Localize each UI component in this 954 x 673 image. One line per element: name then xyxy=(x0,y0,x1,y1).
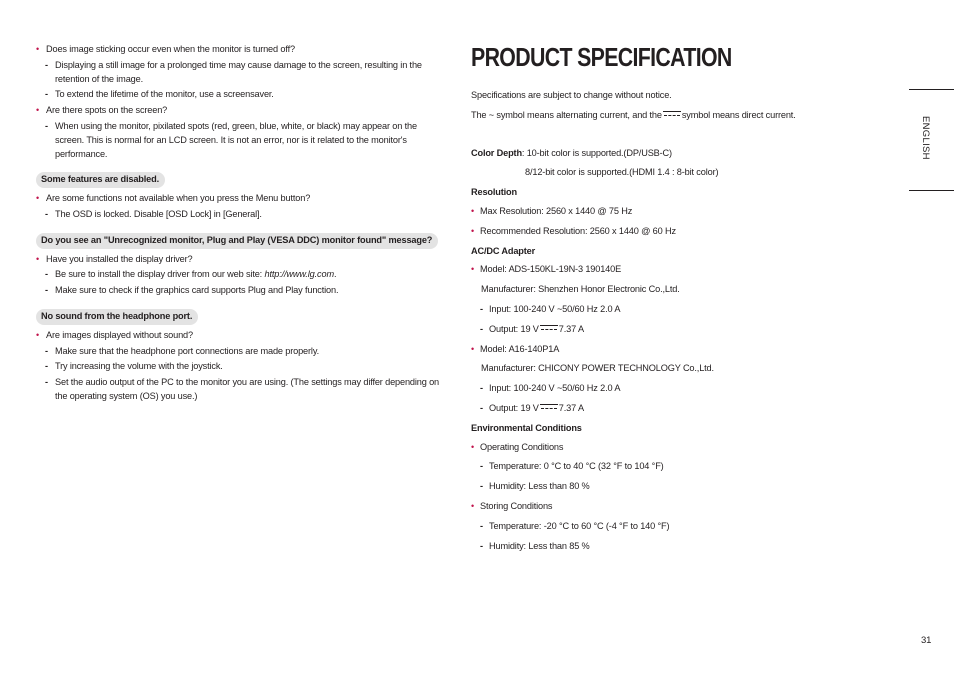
section-title-no-sound: No sound from the headphone port. xyxy=(36,309,198,325)
spec-subitem: - Input: 100-240 V ~50/60 Hz 2.0 A xyxy=(471,382,891,396)
spec-item: • Max Resolution: 2560 x 1440 @ 75 Hz xyxy=(471,205,891,219)
spec-subitem: - Temperature: 0 °C to 40 °C (32 °F to 104 °F) xyxy=(471,460,891,474)
spec-subitem xyxy=(471,402,891,416)
answer-item: - To extend the lifetime of the monitor, use a screensaver. xyxy=(36,88,448,102)
resolution-heading: Resolution xyxy=(471,187,517,198)
question-spots: • Are there spots on the screen? xyxy=(36,104,448,118)
answer-item: - When using the monitor, pixilated spots (red, green, blue, white, or black) may appear on the screen. This is normal for an LCD screen. It is not an error, nor is it related to the monitor's performance. xyxy=(36,120,448,161)
color-depth xyxy=(471,147,891,161)
question-display-driver: • Have you installed the display driver? xyxy=(36,253,448,267)
answer-item: - The OSD is locked. Disable [OSD Lock] in [General]. xyxy=(36,208,448,222)
answer-item: - Try increasing the volume with the joystick. xyxy=(36,360,448,374)
intro-text xyxy=(471,109,891,123)
page-title: PRODUCT SPECIFICATION xyxy=(471,42,732,72)
output-post: 7.37 A xyxy=(558,402,584,413)
spec-subitem: - Input: 100-240 V ~50/60 Hz 2.0 A xyxy=(471,303,891,317)
language-label: ENGLISH xyxy=(920,116,931,160)
lg-website-link[interactable]: http://www.lg.com xyxy=(264,269,334,280)
answer-text: . xyxy=(333,269,337,280)
dc-symbol-icon xyxy=(663,111,681,118)
spec-subitem: - Humidity: Less than 85 % xyxy=(471,540,891,554)
output-pre: Output: 19 V xyxy=(489,402,539,413)
answer-item: - Make sure that the headphone port connections are made properly. xyxy=(36,345,448,359)
question-image-sticking: • Does image sticking occur even when the monitor is turned off? xyxy=(36,43,448,57)
page-number: 31 xyxy=(921,635,932,646)
section-title-unrecognized-monitor: Do you see an "Unrecognized monitor, Plug and Play (VESA DDC) monitor found" message? xyxy=(36,233,438,249)
troubleshooting-column xyxy=(36,43,448,406)
answer-text: Be sure to install the display driver from our web site: xyxy=(55,269,265,280)
question-no-sound: • Are images displayed without sound? xyxy=(36,329,448,343)
spec-subtext: Manufacturer: Shenzhen Honor Electronic Co.,Ltd. xyxy=(481,284,680,295)
color-depth-value-2: 8/12-bit color is supported.(HDMI 1.4 : 8-bit color) xyxy=(525,167,719,178)
color-depth-value: : 10-bit color is supported.(DP/USB-C) xyxy=(521,147,672,158)
output-post: 7.37 A xyxy=(558,323,584,334)
question-menu: • Are some functions not available when you press the Menu button? xyxy=(36,192,448,206)
language-tab[interactable] xyxy=(909,89,954,191)
adapter-heading: AC/DC Adapter xyxy=(471,245,536,256)
environmental-heading: Environmental Conditions xyxy=(471,422,582,433)
spec-subitem: - Humidity: Less than 80 % xyxy=(471,480,891,494)
spec-item: • Recommended Resolution: 2560 x 1440 @ 60 Hz xyxy=(471,225,891,239)
answer-item: - Displaying a still image for a prolonged time may cause damage to the screen, resulting in the retention of the image. xyxy=(36,59,448,87)
answer-item xyxy=(36,268,448,282)
section-title-features-disabled: Some features are disabled. xyxy=(36,172,165,188)
dc-symbol-icon xyxy=(540,404,558,411)
intro-text-part: symbol means direct current. xyxy=(681,109,796,120)
color-depth-label: Color Depth xyxy=(471,147,522,158)
specification-column xyxy=(471,40,891,559)
answer-item: - Set the audio output of the PC to the monitor you are using. (The settings may differ depending on the operating system (OS) you use.) xyxy=(36,376,448,404)
output-pre: Output: 19 V xyxy=(489,323,539,334)
spec-subitem: - Temperature: -20 °C to 60 °C (-4 °F to 140 °F) xyxy=(471,520,891,534)
spec-item: • Operating Conditions xyxy=(471,441,891,455)
answer-item: - Make sure to check if the graphics card supports Plug and Play function. xyxy=(36,284,448,298)
dc-symbol-icon xyxy=(540,325,558,332)
intro-text-part: The ~ symbol means alternating current, and the xyxy=(471,109,662,120)
spec-subitem xyxy=(471,323,891,337)
spec-item: • Storing Conditions xyxy=(471,500,891,514)
spec-subtext: Manufacturer: CHICONY POWER TECHNOLOGY Co.,Ltd. xyxy=(481,363,714,374)
intro-text: Specifications are subject to change without notice. xyxy=(471,90,672,100)
spec-item: • Model: ADS-150KL-19N-3 190140E xyxy=(471,263,891,277)
spec-item: • Model: A16-140P1A xyxy=(471,343,891,357)
